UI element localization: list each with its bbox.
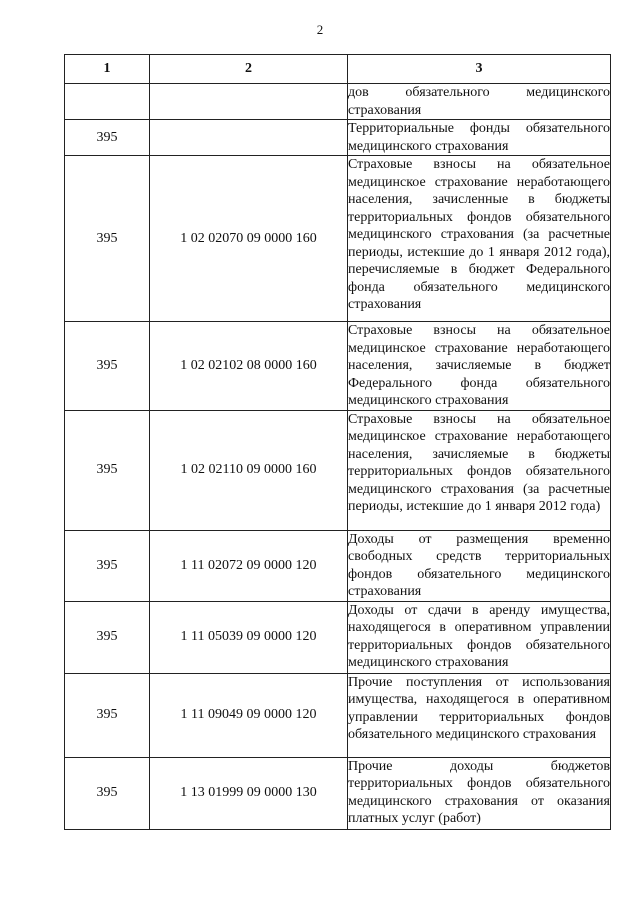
income-name-cell: Прочие доходы бюджетов территориальных фондов обязательного медицинского страхования от оказания платных услуг (работ) — [348, 757, 611, 829]
income-name-cell: Территориальные фонды обязательного медицинского страхования — [348, 121, 610, 154]
income-name-cell: Страховые взносы на обязательное медицинское страхование неработающего населения, зачисляемые в бюджет Федерального фонда обязательного медицинского страхования — [348, 323, 610, 408]
table-row — [65, 757, 611, 829]
column-header-2: 2 — [150, 55, 348, 84]
admin-code-cell: 395 — [65, 322, 150, 411]
table-row — [65, 601, 611, 673]
kbk-code-cell: 1 11 02072 09 0000 120 — [150, 530, 348, 601]
kbk-code-cell: 1 11 05039 09 0000 120 — [150, 601, 348, 673]
table-header-row — [65, 55, 611, 84]
table-row — [65, 120, 611, 156]
kbk-code-cell — [150, 84, 348, 120]
income-name-cell: Доходы от размещения временно свободных средств территориальных фондов обязательного медицинского страхования — [348, 531, 610, 599]
kbk-code-cell — [150, 120, 348, 156]
income-name-cell: Страховые взносы на обязательное медицинское страхование неработающего населения, зачисленные в бюджеты территориальных фондов обязательного медицинского страхования (за расчетные периоды, истекшие до 1 января 2012 года), перечисляемые в бюджет Федерального фонда обязательного медицинского страхования — [348, 156, 611, 322]
kbk-code-cell: 1 02 02070 09 0000 160 — [150, 156, 348, 322]
admin-code-cell: 395 — [65, 601, 150, 673]
admin-code-cell: 395 — [65, 156, 150, 322]
admin-code-cell: 395 — [65, 120, 150, 156]
table-row — [65, 322, 611, 411]
income-name-cell: дов обязательного медицинского страхования — [348, 85, 610, 118]
income-name-cell: Прочие поступления от использования имущества, находящегося в оперативном управлении территориальных фондов обязательного медицинского страхования — [348, 673, 611, 757]
revenue-codes-table — [64, 54, 611, 830]
table-row — [65, 156, 611, 322]
page-number: 2 — [316, 22, 324, 37]
column-header-1: 1 — [65, 55, 150, 84]
column-header-3: 3 — [348, 55, 611, 84]
admin-code-cell: 395 — [65, 410, 150, 530]
table-row — [65, 410, 611, 530]
table-row — [65, 530, 611, 601]
kbk-code-cell: 1 02 02110 09 0000 160 — [150, 410, 348, 530]
income-name-cell: Страховые взносы на обязательное медицинское страхование неработающего населения, зачисляемые в бюджеты территориальных фондов обязательного медицинского страхования (за расчетные периоды, истекшие до 1 января 2012 года) — [348, 410, 611, 530]
table-row — [65, 84, 611, 120]
table-row — [65, 673, 611, 757]
admin-code-cell: 395 — [65, 757, 150, 829]
kbk-code-cell: 1 13 01999 09 0000 130 — [150, 757, 348, 829]
admin-code-cell — [65, 84, 150, 120]
admin-code-cell: 395 — [65, 530, 150, 601]
admin-code-cell: 395 — [65, 673, 150, 757]
kbk-code-cell: 1 02 02102 08 0000 160 — [150, 322, 348, 411]
kbk-code-cell: 1 11 09049 09 0000 120 — [150, 673, 348, 757]
income-name-cell: Доходы от сдачи в аренду имущества, находящегося в оперативном управлении территориальных фондов обязательного медицинского страхования — [348, 601, 611, 673]
